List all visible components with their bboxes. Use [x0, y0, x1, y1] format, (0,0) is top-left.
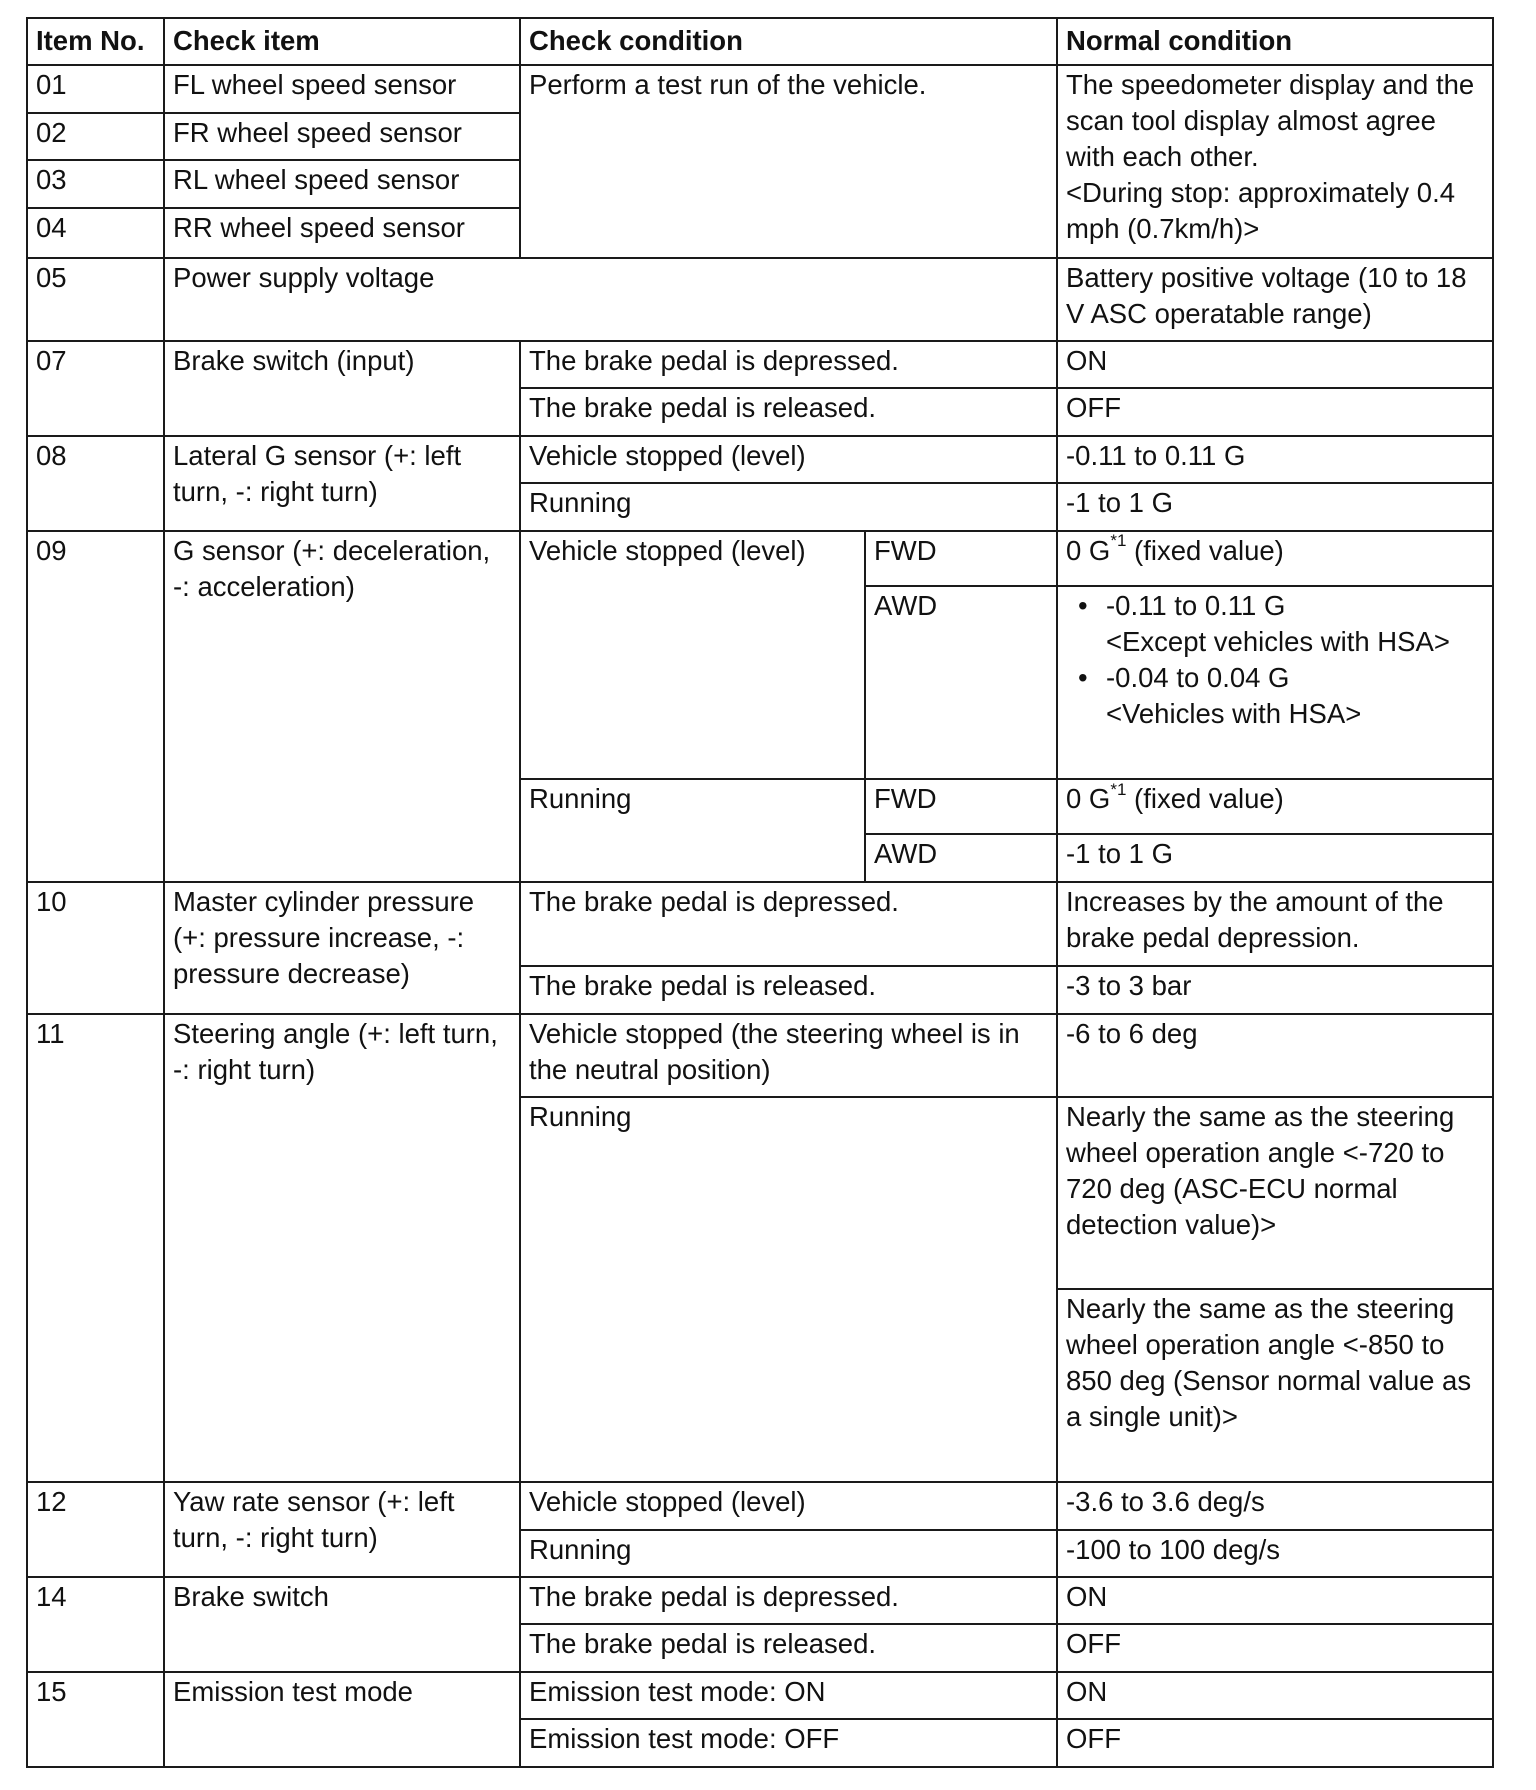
item-no-cell: 10	[27, 882, 164, 1014]
check-condition-cell: Running	[520, 483, 1057, 530]
bullet-value: -0.04 to 0.04 G	[1106, 662, 1290, 694]
item-no-cell: 11	[27, 1014, 164, 1482]
fixed-value-text: (fixed value)	[1126, 534, 1284, 566]
check-condition-cell: The brake pedal is released.	[520, 388, 1057, 435]
normal-condition-cell: Battery positive voltage (10 to 18 V ASC operatable range)	[1057, 258, 1493, 341]
table-row	[27, 882, 1493, 966]
list-item	[1066, 660, 1486, 732]
normal-condition-cell: ON	[1057, 1577, 1493, 1624]
check-condition-cell: Perform a test run of the vehicle.	[520, 65, 1057, 258]
normal-condition-cell: Increases by the amount of the brake pedal depression.	[1057, 882, 1493, 966]
footnote-mark: *1	[1110, 531, 1127, 551]
check-items-table	[26, 17, 1494, 1768]
normal-condition-cell: -3.6 to 3.6 deg/s	[1057, 1482, 1493, 1529]
header-check-item: Check item	[164, 18, 520, 65]
item-no-cell: 02	[27, 113, 164, 160]
item-no-cell: 08	[27, 436, 164, 531]
bullet-note: <Except vehicles with HSA>	[1106, 626, 1450, 658]
normal-condition-cell: ON	[1057, 1672, 1493, 1719]
normal-condition-cell	[1057, 779, 1493, 835]
table-row	[27, 1577, 1493, 1624]
g-value: 0 G	[1066, 782, 1111, 814]
fixed-value-text: (fixed value)	[1126, 782, 1284, 814]
drive-type-cell: FWD	[865, 779, 1057, 835]
item-no-cell: 14	[27, 1577, 164, 1672]
normal-condition-cell: -1 to 1 G	[1057, 483, 1493, 530]
normal-condition-cell: ON	[1057, 341, 1493, 388]
item-no-cell: 09	[27, 531, 164, 882]
table-row	[27, 258, 1493, 341]
drive-type-cell: FWD	[865, 531, 1057, 587]
check-condition-cell: Vehicle stopped (level)	[520, 436, 1057, 483]
normal-condition-cell: Nearly the same as the steering wheel operation angle <-850 to 850 deg (Sensor normal value as a single unit)>	[1057, 1289, 1493, 1482]
normal-condition-cell: OFF	[1057, 388, 1493, 435]
check-item-cell: RR wheel speed sensor	[164, 208, 520, 258]
normal-condition-cell	[1057, 586, 1493, 779]
check-condition-cell: Emission test mode: OFF	[520, 1719, 1057, 1767]
header-row	[27, 18, 1493, 65]
normal-condition-cell: OFF	[1057, 1719, 1493, 1767]
check-condition-cell: Running	[520, 1530, 1057, 1577]
check-condition-cell: The brake pedal is depressed.	[520, 1577, 1057, 1624]
normal-condition-cell: -1 to 1 G	[1057, 834, 1493, 881]
item-no-cell: 07	[27, 341, 164, 436]
normal-condition-cell: OFF	[1057, 1624, 1493, 1671]
normal-condition-cell: -100 to 100 deg/s	[1057, 1530, 1493, 1577]
item-no-cell: 12	[27, 1482, 164, 1577]
check-condition-cell: Running	[520, 779, 865, 882]
check-condition-cell: The brake pedal is released.	[520, 1624, 1057, 1671]
drive-type-cell: AWD	[865, 586, 1057, 779]
item-no-cell: 03	[27, 160, 164, 207]
table-row	[27, 531, 1493, 587]
check-item-cell: Lateral G sensor (+: left turn, -: right turn)	[164, 436, 520, 531]
table-row	[27, 341, 1493, 388]
header-check-condition: Check condition	[520, 18, 1057, 65]
normal-condition-cell	[1057, 65, 1493, 258]
bullet-note: <Vehicles with HSA>	[1106, 698, 1362, 730]
check-item-cell: Yaw rate sensor (+: left turn, -: right turn)	[164, 1482, 520, 1577]
header-normal-condition: Normal condition	[1057, 18, 1493, 65]
normal-text: The speedometer display and the scan tool display almost agree with each other.	[1066, 69, 1475, 173]
check-item-cell: RL wheel speed sensor	[164, 160, 520, 207]
g-value: 0 G	[1066, 534, 1111, 566]
check-condition-cell: Vehicle stopped (level)	[520, 531, 865, 779]
check-item-cell: Brake switch (input)	[164, 341, 520, 436]
check-item-cell: Steering angle (+: left turn, -: right turn)	[164, 1014, 520, 1482]
check-condition-cell: Emission test mode: ON	[520, 1672, 1057, 1719]
bullet-list	[1066, 588, 1486, 732]
header-item-no: Item No.	[27, 18, 164, 65]
item-no-cell: 01	[27, 65, 164, 112]
check-condition-cell: Vehicle stopped (the steering wheel is in the neutral position)	[520, 1014, 1057, 1097]
check-condition-cell: The brake pedal is released.	[520, 966, 1057, 1014]
normal-condition-cell: -3 to 3 bar	[1057, 966, 1493, 1014]
check-condition-cell: The brake pedal is depressed.	[520, 341, 1057, 388]
footnote-mark: *1	[1110, 779, 1127, 799]
check-item-cell: Brake switch	[164, 1577, 520, 1672]
table-row	[27, 1482, 1493, 1529]
table-row	[27, 1672, 1493, 1719]
check-item-cell: Emission test mode	[164, 1672, 520, 1767]
item-no-cell: 15	[27, 1672, 164, 1767]
check-item-cell: G sensor (+: deceleration, -: acceleration)	[164, 531, 520, 882]
item-no-cell: 05	[27, 258, 164, 341]
drive-type-cell: AWD	[865, 834, 1057, 881]
check-condition-cell: Vehicle stopped (level)	[520, 1482, 1057, 1529]
check-item-cell: FR wheel speed sensor	[164, 113, 520, 160]
check-condition-cell: Running	[520, 1097, 1057, 1483]
check-item-cell: FL wheel speed sensor	[164, 65, 520, 112]
check-item-cell: Power supply voltage	[164, 258, 1057, 341]
list-item	[1066, 588, 1486, 660]
normal-condition-cell: -0.11 to 0.11 G	[1057, 436, 1493, 483]
normal-condition-cell	[1057, 531, 1493, 587]
normal-condition-cell: -6 to 6 deg	[1057, 1014, 1493, 1097]
check-item-cell: Master cylinder pressure (+: pressure increase, -: pressure decrease)	[164, 882, 520, 1014]
item-no-cell: 04	[27, 208, 164, 258]
table-row	[27, 1014, 1493, 1097]
bullet-value: -0.11 to 0.11 G	[1106, 590, 1286, 622]
check-condition-cell: The brake pedal is depressed.	[520, 882, 1057, 966]
normal-note: <During stop: approximately 0.4 mph (0.7km/h)>	[1066, 177, 1456, 245]
table-row	[27, 436, 1493, 483]
table-row	[27, 65, 1493, 112]
normal-condition-cell: Nearly the same as the steering wheel operation angle <-720 to 720 deg (ASC-ECU normal detection value)>	[1057, 1097, 1493, 1290]
